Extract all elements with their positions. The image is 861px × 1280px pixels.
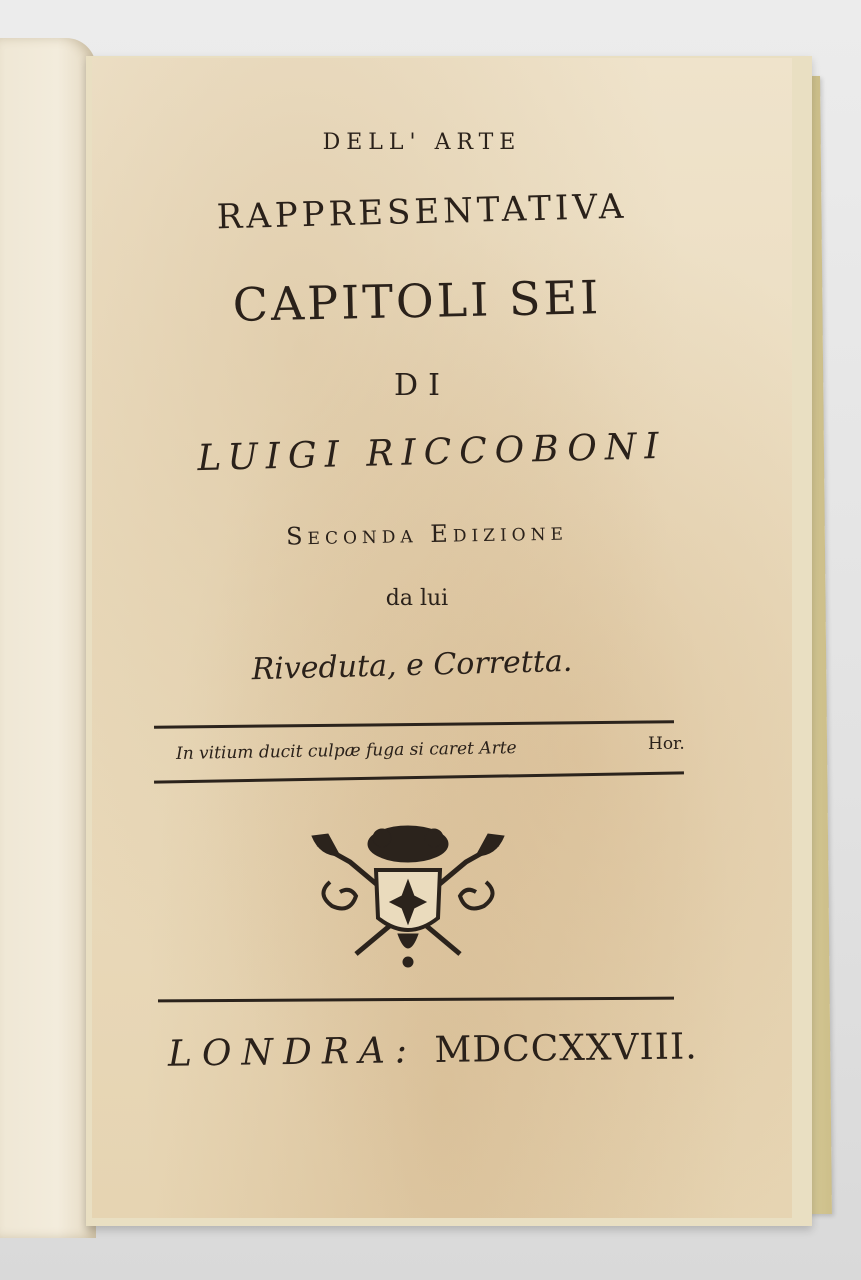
trumpets-and-shield-ornament-icon <box>310 822 506 968</box>
author-name: LUIGI RICCOBONI <box>196 425 668 480</box>
title-page <box>92 58 792 1218</box>
title-line-di: DI <box>394 368 450 403</box>
rule-above-imprint <box>158 997 674 1003</box>
imprint-year: MDCCXXVIII. <box>434 1026 698 1071</box>
imprint <box>168 1026 698 1074</box>
rule-top <box>154 720 674 728</box>
rule-under-motto <box>154 771 684 783</box>
edition-line: Seconda Edizione <box>285 517 569 551</box>
epigraph-motto: In vitium ducit culpæ fuga si caret Arte <box>175 738 517 764</box>
imprint-city: LONDRA: <box>167 1030 418 1075</box>
title-line-capitoli-sei: CAPITOLI SEI <box>232 270 602 332</box>
title-line-dell-arte: DELL' ARTE <box>322 130 522 155</box>
epigraph-source: Hor. <box>648 734 685 754</box>
da-lui-line: da lui <box>385 586 449 611</box>
revised-line: Riveduta, e Corretta. <box>251 643 573 688</box>
title-line-rappresentativa: RAPPRESENTATIVA <box>216 186 628 238</box>
